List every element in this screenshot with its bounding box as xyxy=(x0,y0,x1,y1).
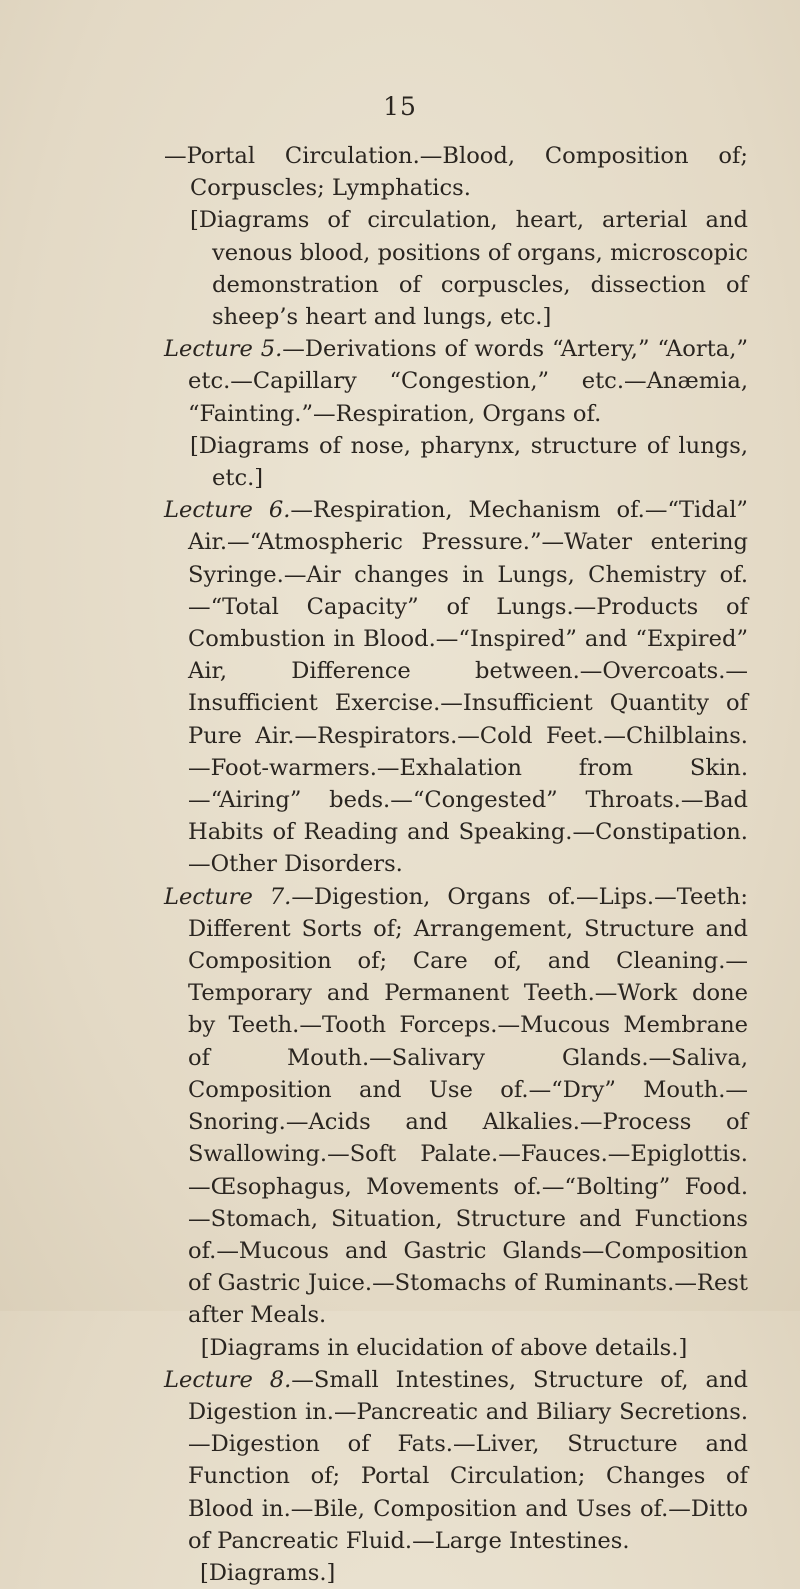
lecture-5-label: Lecture 5. xyxy=(164,336,283,363)
lecture-8-note: [Diagrams.] xyxy=(200,1559,336,1586)
lecture-8-label: Lecture 8. xyxy=(164,1366,292,1393)
lecture-8-entry xyxy=(140,1364,748,1557)
lecture-5-note: [Diagrams of nose, pharynx, structure of lungs, etc.] xyxy=(190,432,748,492)
diagrams-note-circulation: [Diagrams of circulation, heart, arterial and venous blood, positions of organs, microscopic demonstration of corpuscles, dissection of sheep’s heart and lungs, etc.] xyxy=(190,207,748,331)
page-number: 15 xyxy=(383,92,417,121)
lecture-7-label: Lecture 7. xyxy=(164,883,292,910)
paragraph-portal-circulation: —Portal Circulation.—Blood, Composition of; Corpuscles; Lymphatics. xyxy=(164,143,748,202)
page-text xyxy=(140,140,748,1589)
lecture-6-entry xyxy=(140,494,748,880)
lecture-8-text: —Small Intestines, Structure of, and Digestion in.—Pancreatic and Biliary Secretions.—Digestion of Fats.—Liver, Structure and Function of; Portal Circulation; Changes of Blood in.—Bile, Composition and Uses of.—Ditto of Pancreatic Fluid.—Large Intestines. xyxy=(188,1366,748,1554)
lecture-6-label: Lecture 6. xyxy=(164,497,291,524)
lecture-5-text: —Derivations of words “Artery,” “Aorta,” etc.—Capillary “Congestion,” etc.—Anæmia, “Fainting.”—Respiration, Organs of. xyxy=(188,336,748,427)
lecture-7-note: [Diagrams in elucidation of above details.] xyxy=(200,1334,688,1361)
lecture-7-text: —Digestion, Organs of.—Lips.—Teeth: Different Sorts of; Arrangement, Structure and Composition of; Care of, and Cleaning.—Temporary and Permanent Teeth.—Work done by Teeth.—Tooth Forceps.—Mucous Membrane of Mouth.—Salivary Glands.—Saliva, Composition and Use of.—“Dry” Mouth.—Snoring.—Acids and Alkalies.—Process of Swallowing.—Soft Palate.—Fauces.—Epiglottis.—Œsophagus, Movements of.—“Bolting” Food.—Stomach, Situation, Structure and Functions of.—Mucous and Gastric Glands—Composition of Gastric Juice.—Stomachs of Ruminants.—Rest after Meals. xyxy=(188,883,748,1329)
lecture-5-entry xyxy=(140,333,748,430)
lecture-7-entry xyxy=(140,881,748,1332)
lecture-6-text: —Respiration, Mechanism of.—“Tidal” Air.—“Atmospheric Pressure.”—Water entering Syringe.—Air changes in Lungs, Chemistry of.—“Total Capacity” of Lungs.—Products of Combustion in Blood.—“Inspired” and “Expired” Air, Difference between.—Overcoats.—Insufficient Exercise.—Insufficient Quantity of Pure Air.—Respirators.—Cold Feet.—Chilblains.—Foot-warmers.—Exhalation from Skin.—“Airing” beds.—“Congested” Throats.—Bad Habits of Reading and Speaking.—Constipation.—Other Disorders. xyxy=(188,497,748,878)
